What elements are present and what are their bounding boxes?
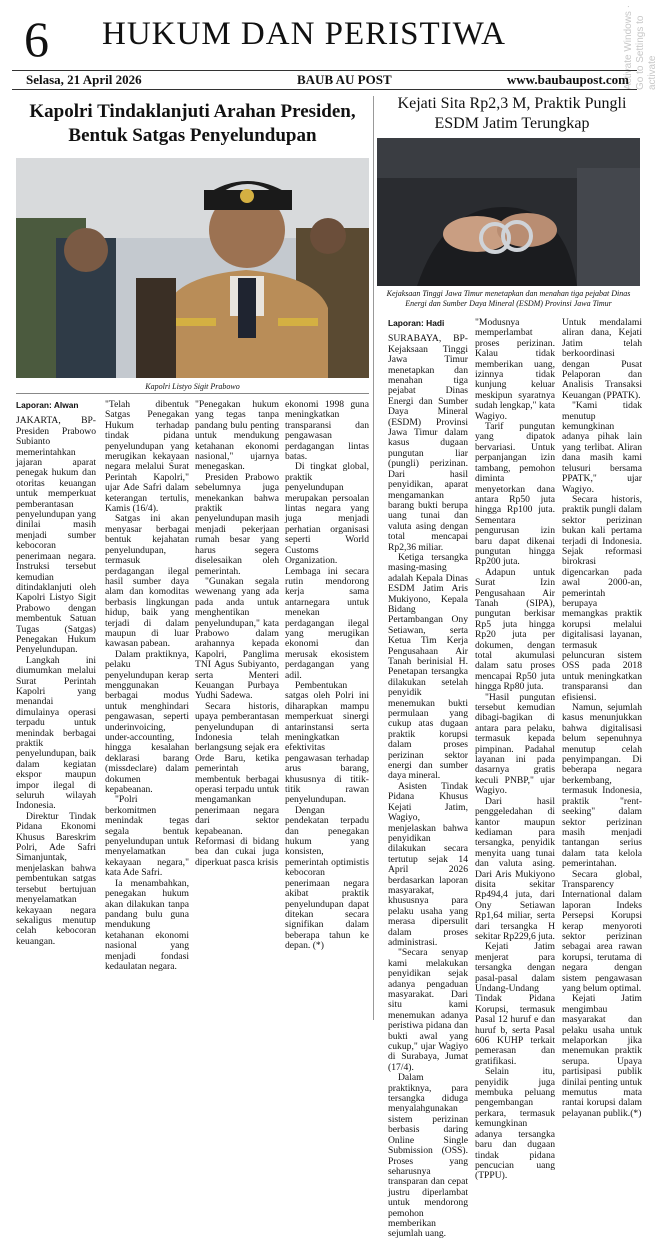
article1-paragraph: Secara historis, upaya pemberantasan penyelundupan di Indonesia telah berlangsung sejak era Orde Baru, ketika pemerintah membentuk berbagai operasi terpadu untuk mengamankan penerimaan negara dari sektor kepabeanan. Reformasi di bidang bea dan cukai juga diperkuat pasca krisis bbox=[195, 700, 279, 868]
website-url[interactable]: www.baubaupost.com bbox=[506, 72, 629, 87]
article1-paragraph: "Telah dibentuk Satgas Penegakan Hukum terhadap tindak pidana penyelundupan yang merugikan kekayaan negara melalui Surat Perintah Kapolri," ujar Ade Safri dalam keterangan tertulis, Kamis (16/4). bbox=[105, 399, 189, 515]
article1-headline: Kapolri Tindaklanjuti Arahan Presiden, Bentuk Satgas Penyelundupan bbox=[29, 101, 356, 146]
kapolri-photo bbox=[16, 158, 369, 378]
article1-paragraph: Pembentukan satgas oleh Polri ini diharapkan mampu memperkuat sinergi antarinstansi serta meningkatkan efektivitas pengawasan terhadap arus barang, khususnya di titik-titik rawan penyelundupan. bbox=[285, 679, 369, 806]
handcuffs-photo bbox=[377, 138, 640, 286]
article1-byline: Laporan: Alwan bbox=[16, 400, 79, 410]
caption-separator bbox=[16, 393, 369, 394]
article1-column-4 bbox=[285, 400, 369, 1020]
article2-paragraph: Adapun untuk Surat Izin Pengusahaan Air Tanah (SIPA), pungutan berkisar Rp5 juta hingga Rp20 juta per dokumen, dengan total akumulasi dalam satu proses mencapai Rp50 juta hingga Rp80 juta. bbox=[475, 566, 555, 693]
article2-paragraph: Secara global, Transparency International dalam laporan Indeks Persepsi Korupsi kerap menyoroti sektor perizinan sebagai area rawan korupsi, terutama di negara dengan sistem pengawasan yang belum optimal. bbox=[562, 868, 642, 994]
article2-paragraph: Ketiga tersangka masing-masing adalah Kepala Dinas ESDM Jatim Aris Mukiyono, Kepala Bidang Pertambangan Ony Setiawan, serta Ketua Tim Kerja Pengusahaan Air Tanah berinisial H. Penetapan tersangka dilakukan setelah penyidik menemukan bukti permulaan yang cukup atas dugaan praktik korupsi dalam proses perizinan sektor energi dan sumber daya mineral. bbox=[388, 551, 468, 782]
windows-activation-watermark: Activate Windows · Go to Settings to activate bbox=[623, 4, 658, 90]
article1-photo-caption: Kapolri Listyo Sigit Prabowo bbox=[145, 382, 240, 391]
article1-column-2 bbox=[105, 400, 189, 1020]
article2-paragraph: Dalam praktiknya, para tersangka diduga menyalahgunakan sistem perizinan berbasis daring Online Single Submission (OSS). Proses yang seharusnya transparan dan cepat justru diperlambat untuk mendorong pemohon memberikan sejumlah uang. bbox=[388, 1072, 468, 1240]
article2-paragraph: Kejati Jatim menjerat para tersangka dengan pasal-pasal dalam Undang-Undang Tindak Pidana Korupsi, termasuk Pasal 12 huruf e dan huruf b, serta Pasal 606 KUHP terkait pemerasan dan gratifikasi. bbox=[475, 941, 555, 1067]
article1-paragraph: Di tingkat global, praktik penyelundupan merupakan persoalan lintas negara yang juga menjadi perhatian organisasi seperti World Customs Organization. Lembaga ini secara rutin mendorong kerja sama antarnegara untuk menekan perdagangan ilegal yang merugikan ekonomi dan merusak ekosistem perdagangan yang adil. bbox=[285, 461, 369, 681]
article1-paragraph: "Penegakan hukum yang tegas tanpa pandang bulu penting untuk mendukung ketahanan ekonomi nasional," ujarnya menegaskan. bbox=[195, 399, 279, 473]
article2-byline: Laporan: Hadi bbox=[388, 318, 445, 328]
article1-paragraph: Presiden Prabowo sebelumnya juga menekankan bahwa praktik penyelundupan masih menjadi pekerjaan rumah besar yang harus segera diselesaikan oleh pemerintah. bbox=[195, 471, 279, 577]
article1-paragraph: ekonomi 1998 guna meningkatkan transparansi dan pengawasan perdagangan lintas batas. bbox=[285, 399, 369, 463]
article1-column-1 bbox=[16, 400, 96, 1020]
issue-date: Selasa, 21 April 2026 bbox=[26, 72, 142, 87]
article2-paragraph: "Secara senyap kami melakukan penyidikan sejak adanya pengaduan masyarakat. Dari situ kami menemukan adanya peristiwa pidana dan bukti awal yang cukup," ujar Wagiyo di Surabaya, Jumat (17/4). bbox=[388, 947, 468, 1073]
article2-headline: Kejati Sita Rp2,3 M, Praktik Pungli ESDM Jatim Terungkap bbox=[397, 95, 627, 132]
article1-paragraph: Langkah ini diumumkan melalui Surat Perintah Kapolri yang menandai dimulainya operasi terpadu untuk menindak berbagai praktik penyelundupan, baik dalam kegiatan ekspor maupun impor ilegal di seluruh wilayah Indonesia. bbox=[16, 654, 96, 812]
article1-column-3 bbox=[195, 400, 279, 1020]
dateline-bar bbox=[12, 70, 637, 90]
article2-paragraph: Namun, sejumlah kasus menunjukkan bahwa digitalisasi belum sepenuhnya menutup celah penyimpangan. Di beberapa negara berkembang, termasuk Indonesia, praktik "rent-seeking" dalam sektor perizinan masih menjadi tantangan serius dalam tata kelola pemerintahan. bbox=[562, 702, 642, 870]
article1-paragraph: Ia menambahkan, penegakan hukum akan dilakukan tanpa pandang bulu guna mendukung ketahanan ekonomi nasional yang menjadi fondasi kedaulatan negara. bbox=[105, 877, 189, 972]
article2-column-3 bbox=[562, 317, 642, 1119]
section-title: HUKUM DAN PERISTIWA bbox=[102, 16, 506, 52]
article2-paragraph: Secara historis, praktik pungli dalam sektor perizinan bukan kali pertama terjadi di Indonesia. Sejak reformasi birokrasi digencarkan pada awal 2000-an, pemerintah berupaya memangkas praktik korupsi melalui digitalisasi layanan, termasuk peluncuran sistem OSS pada 2018 untuk meningkatkan transparansi dan efisiensi. bbox=[562, 493, 642, 703]
article2-paragraph: Kejati Jatim mengimbau masyarakat dan pelaku usaha untuk melaporkan jika menemukan praktik serupa. Upaya partisipasi publik dinilai penting untuk memutus mata rantai korupsi dalam pelayanan publik.(*) bbox=[562, 993, 642, 1119]
article2-paragraph: "Hasil pungutan tersebut kemudian dibagi-bagikan di antara para pelaku, termasuk kepada pimpinan. Padahal layanan ini pada dasarnya gratis keculi PNBP," ujar Wagiyo. bbox=[475, 691, 555, 797]
article2-photo-caption: Kejaksaan Tinggi Jawa Timur menetapkan dan menahan tiga pejabat Dinas Energi dan Sumber Daya Mineral (ESDM) Provinsi Jawa Timur bbox=[386, 289, 631, 308]
article2-paragraph: Tarif pungutan yang dipatok bervariasi. Untuk perpanjangan izin tambang, pemohon diminta menyetorkan dana antara Rp50 juta hingga Rp100 juta. Sementara pengurusan izin baru dapat dikenai pungutan hingga Rp200 juta. bbox=[475, 421, 555, 568]
page-number: 6 bbox=[24, 11, 49, 67]
article2-paragraph: Dari hasil penggeledahan di kantor maupun kediaman para tersangka, penyidik menyita uang tunai dan valuta asing. Dari Aris Mukiyono disita sekitar Rp494,4 juta, dari Ony Setiawan Rp1,64 miliar, serta dari tersangka H sekitar Rp229,6 juta. bbox=[475, 795, 555, 942]
article1-paragraph: Direktur Tindak Pidana Ekonomi Khusus Bareskrim Polri, Ade Safri Simanjuntak, menjelaskan bahwa pembentukan satgas tersebut bertujuan menyelamatkan kekayaan negara sekaligus menutup celah kebocoran keuangan. bbox=[16, 810, 96, 947]
article1-paragraph: JAKARTA, BP-Presiden Prabowo Subianto memerintahkan jajaran aparat penegak hukum dan otoritas keuangan untuk memperkuat pemberantasan penyelundupan yang dinilai masih menjadi sumber kebocoran penerimaan negara. Instruksi tersebut kemudian ditindaklanjuti oleh Kapolri Listyo Sigit Prabowo dengan membentuk Satuan Tugas (Satgas) Penegakan Hukum Penyelundupan. bbox=[16, 415, 96, 656]
article1-paragraph: Satgas ini akan menyasar berbagai bentuk kejahatan penyelundupan, termasuk perdagangan ilegal hasil sumber daya alam dan komoditas berbasis lingkungan hidup, baik yang terjadi di dalam maupun di luar kawasan pabean. bbox=[105, 513, 189, 650]
article2-paragraph: "Kami tidak menutup kemungkinan adanya pihak lain yang terlibat. Aliran dana masih kami telusuri bersama PPATK," ujar Wagiyo. bbox=[562, 400, 642, 495]
article1-paragraph: Dalam praktiknya, pelaku penyelundupan kerap menggunakan berbagai modus untuk menghindari pengawasan, seperti underinvoicing, under-accounting, hingga kesalahan deklarasi barang (missdeclare) dalam dokumen kepabeanan. bbox=[105, 648, 189, 796]
article2-paragraph: Selain itu, penyidik juga membuka peluang pengembangan perkara, termasuk kemungkinan adanya tersangka baru dan dugaan tindak pidana pencucian uang (TPPU). bbox=[475, 1066, 555, 1182]
article1-paragraph: "Gunakan segala wewenang yang ada pada anda untuk menghentikan penyelundupan," kata Prabowo dalam arahannya kepada Kapolri, Panglima TNI Agus Subiyanto, serta Menteri Keuangan Purbaya Yudhi Sadewa. bbox=[195, 575, 279, 702]
article1-paragraph: Dengan pendekatan terpadu dan penegakan hukum yang konsisten, pemerintah optimistis kebocoran penerimaan negara akibat praktik penyelundupan dapat ditekan secara signifikan dalam beberapa tahun ke depan. (*) bbox=[285, 804, 369, 952]
article2-paragraph: Untuk mendalami aliran dana, Kejati Jatim telah berkoordinasi dengan Pusat Pelaporan dan Analisis Transaksi Keuangan (PPATK). bbox=[562, 317, 642, 401]
column-divider bbox=[373, 96, 374, 1020]
article1-paragraph: "Polri berkomitmen menindak tegas segala bentuk penyelundupan untuk menyelamatkan kekayaan negara," kata Ade Safri. bbox=[105, 794, 189, 879]
paper-name: BAUB AU POST bbox=[297, 72, 392, 87]
article2-paragraph: SURABAYA, BP-Kejaksaan Tinggi Jawa Timur menetapkan dan menahan tiga pejabat Dinas Energi dan Sumber Daya Mineral (ESDM) Provinsi Jawa Timur dalam kasus dugaan pungutan liar (pungli) perizinan. Dari hasil penyidikan, aparat mengamankan barang bukti berupa uang tunai dan valuta asing dengan total mencapai Rp2,36 miliar. bbox=[388, 333, 468, 553]
article2-column-1 bbox=[388, 318, 468, 1240]
article2-column-2 bbox=[475, 317, 555, 1182]
article2-paragraph: "Modusnya memperlambat proses perizinan. Kalau tidak memberikan uang, izinnya tidak kunjung keluar meskipun syaratnya sudah lengkap," kata Wagiyo. bbox=[475, 317, 555, 422]
article2-paragraph: Asisten Tindak Pidana Khusus Kejati Jatim, Wagiyo, menjelaskan bahwa penyidikan dilakukan secara tertutup sejak 14 April 2026 berdasarkan laporan masyarakat, khususnya para pelaku usaha yang merasa dipersulit dalam proses administrasi. bbox=[388, 780, 468, 948]
